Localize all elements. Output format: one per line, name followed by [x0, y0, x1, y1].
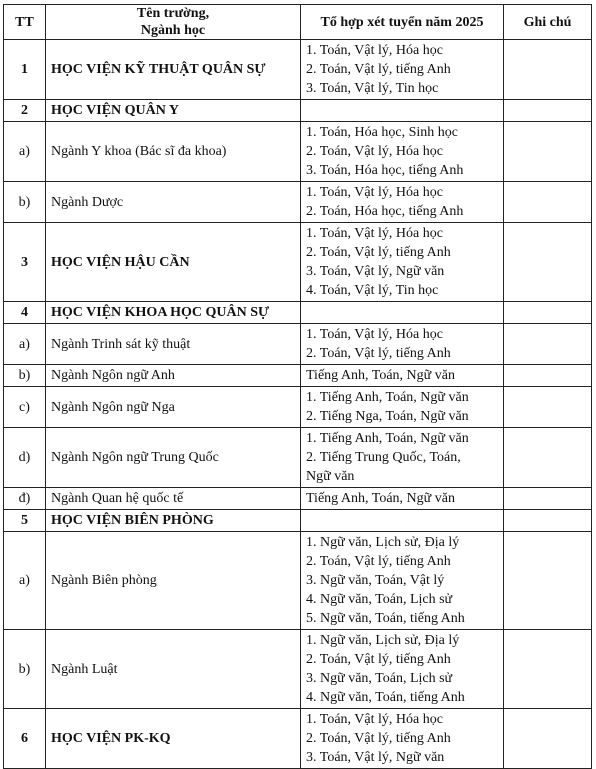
combo-line: 5. Ngữ văn, Toán, tiếng Anh: [306, 611, 465, 626]
row-tt: d): [4, 428, 46, 488]
note-cell: [504, 302, 592, 324]
combo-cell: [301, 365, 504, 387]
combo-line: 1. Tiếng Anh, Toán, Ngữ văn: [306, 431, 469, 446]
table-row: [4, 324, 592, 365]
combo-line: 4. Ngữ văn, Toán, Lịch sử: [306, 592, 453, 607]
table-row: [4, 630, 592, 709]
note-cell: [504, 122, 592, 182]
combo-line: 1. Toán, Vật lý, Hóa học: [306, 185, 443, 200]
header-school: [46, 5, 301, 40]
row-tt: 4: [4, 302, 46, 324]
note-cell: [504, 630, 592, 709]
table-row: [4, 100, 592, 122]
row-tt: b): [4, 630, 46, 709]
combo-line: 1. Ngữ văn, Lịch sử, Địa lý: [306, 633, 460, 648]
header-note: Ghi chú: [504, 5, 592, 40]
combo-line: 2. Toán, Vật lý, tiếng Anh: [306, 554, 451, 569]
note-cell: [504, 428, 592, 488]
combo-cell: [301, 630, 504, 709]
combo-line: Tiếng Anh, Toán, Ngữ văn: [306, 491, 455, 506]
combo-line: 2. Toán, Vật lý, tiếng Anh: [306, 62, 451, 77]
header-tt: TT: [4, 5, 46, 40]
combo-line: 2. Toán, Hóa học, tiếng Anh: [306, 204, 464, 219]
major-name: Ngành Dược: [46, 182, 301, 223]
note-cell: [504, 709, 592, 769]
combo-line: 1. Toán, Vật lý, Hóa học: [306, 43, 443, 58]
combo-cell: [301, 709, 504, 769]
table-row: [4, 40, 592, 100]
combo-line: 3. Toán, Vật lý, Ngữ văn: [306, 750, 445, 765]
institution-name: HỌC VIỆN HẬU CẦN: [46, 223, 301, 302]
major-name: Ngành Quan hệ quốc tế: [46, 488, 301, 510]
table-row: [4, 532, 592, 630]
combo-line: 1. Toán, Vật lý, Hóa học: [306, 327, 443, 342]
combo-line: 3. Ngữ văn, Toán, Lịch sử: [306, 671, 453, 686]
note-cell: [504, 488, 592, 510]
combo-line: 4. Toán, Vật lý, Tin học: [306, 283, 439, 298]
note-cell: [504, 510, 592, 532]
combo-line: Tiếng Anh, Toán, Ngữ văn: [306, 368, 455, 383]
combo-line: 1. Tiếng Anh, Toán, Ngữ văn: [306, 390, 469, 405]
institution-name: HỌC VIỆN PK-KQ: [46, 709, 301, 769]
major-name: Ngành Y khoa (Bác sĩ đa khoa): [46, 122, 301, 182]
combo-line: 1. Ngữ văn, Lịch sử, Địa lý: [306, 535, 460, 550]
header-combos: Tổ hợp xét tuyển năm 2025: [301, 5, 504, 40]
combo-cell: [301, 223, 504, 302]
row-tt: 3: [4, 223, 46, 302]
institution-name: HỌC VIỆN QUÂN Y: [46, 100, 301, 122]
combo-cell: [301, 100, 504, 122]
row-tt: b): [4, 182, 46, 223]
combo-line: 2. Toán, Vật lý, Hóa học: [306, 144, 443, 159]
combo-cell: [301, 387, 504, 428]
combo-line: Ngữ văn: [306, 469, 355, 484]
row-tt: 6: [4, 709, 46, 769]
combo-line: 3. Toán, Vật lý, Ngữ văn: [306, 264, 445, 279]
combo-cell: [301, 428, 504, 488]
combo-cell: [301, 40, 504, 100]
table-row: [4, 302, 592, 324]
combo-cell: [301, 488, 504, 510]
combo-line: 2. Tiếng Trung Quốc, Toán,: [306, 450, 461, 465]
major-name: Ngành Luật: [46, 630, 301, 709]
combo-cell: [301, 302, 504, 324]
combo-cell: [301, 510, 504, 532]
major-name: Ngành Ngôn ngữ Trung Quốc: [46, 428, 301, 488]
major-name: Ngành Ngôn ngữ Anh: [46, 365, 301, 387]
combo-line: 2. Toán, Vật lý, tiếng Anh: [306, 245, 451, 260]
table-row: [4, 387, 592, 428]
table-body: [4, 40, 592, 769]
combo-line: 1. Toán, Hóa học, Sinh học: [306, 125, 458, 140]
admission-table: [3, 4, 592, 769]
row-tt: a): [4, 122, 46, 182]
table-row: [4, 223, 592, 302]
note-cell: [504, 100, 592, 122]
header-row: [4, 5, 592, 40]
row-tt: a): [4, 324, 46, 365]
note-cell: [504, 223, 592, 302]
combo-line: 2. Toán, Vật lý, tiếng Anh: [306, 346, 451, 361]
row-tt: c): [4, 387, 46, 428]
combo-line: 1. Toán, Vật lý, Hóa học: [306, 226, 443, 241]
note-cell: [504, 182, 592, 223]
combo-cell: [301, 122, 504, 182]
table-row: [4, 182, 592, 223]
institution-name: HỌC VIỆN KHOA HỌC QUÂN SỰ: [46, 302, 301, 324]
institution-name: HỌC VIỆN BIÊN PHÒNG: [46, 510, 301, 532]
combo-line: 2. Toán, Vật lý, tiếng Anh: [306, 652, 451, 667]
row-tt: b): [4, 365, 46, 387]
combo-line: 3. Toán, Vật lý, Tin học: [306, 81, 439, 96]
table-row: [4, 709, 592, 769]
row-tt: đ): [4, 488, 46, 510]
combo-line: 3. Ngữ văn, Toán, Vật lý: [306, 573, 445, 588]
table-row: [4, 428, 592, 488]
major-name: Ngành Trinh sát kỹ thuật: [46, 324, 301, 365]
row-tt: 1: [4, 40, 46, 100]
combo-line: 2. Tiếng Nga, Toán, Ngữ văn: [306, 409, 469, 424]
header-school-line1: Tên trường,: [136, 6, 210, 21]
combo-line: 1. Toán, Vật lý, Hóa học: [306, 712, 443, 727]
header-school-line2: Ngành học: [140, 23, 206, 38]
major-name: Ngành Ngôn ngữ Nga: [46, 387, 301, 428]
note-cell: [504, 324, 592, 365]
combo-cell: [301, 532, 504, 630]
table-row: [4, 488, 592, 510]
institution-name: HỌC VIỆN KỸ THUẬT QUÂN SỰ: [46, 40, 301, 100]
table-row: [4, 510, 592, 532]
combo-line: 4. Ngữ văn, Toán, tiếng Anh: [306, 690, 465, 705]
table-row: [4, 122, 592, 182]
combo-line: 3. Toán, Hóa học, tiếng Anh: [306, 163, 464, 178]
table-row: [4, 365, 592, 387]
note-cell: [504, 532, 592, 630]
note-cell: [504, 365, 592, 387]
note-cell: [504, 387, 592, 428]
combo-cell: [301, 182, 504, 223]
row-tt: a): [4, 532, 46, 630]
note-cell: [504, 40, 592, 100]
row-tt: 2: [4, 100, 46, 122]
combo-cell: [301, 324, 504, 365]
combo-line: 2. Toán, Vật lý, tiếng Anh: [306, 731, 451, 746]
major-name: Ngành Biên phòng: [46, 532, 301, 630]
row-tt: 5: [4, 510, 46, 532]
